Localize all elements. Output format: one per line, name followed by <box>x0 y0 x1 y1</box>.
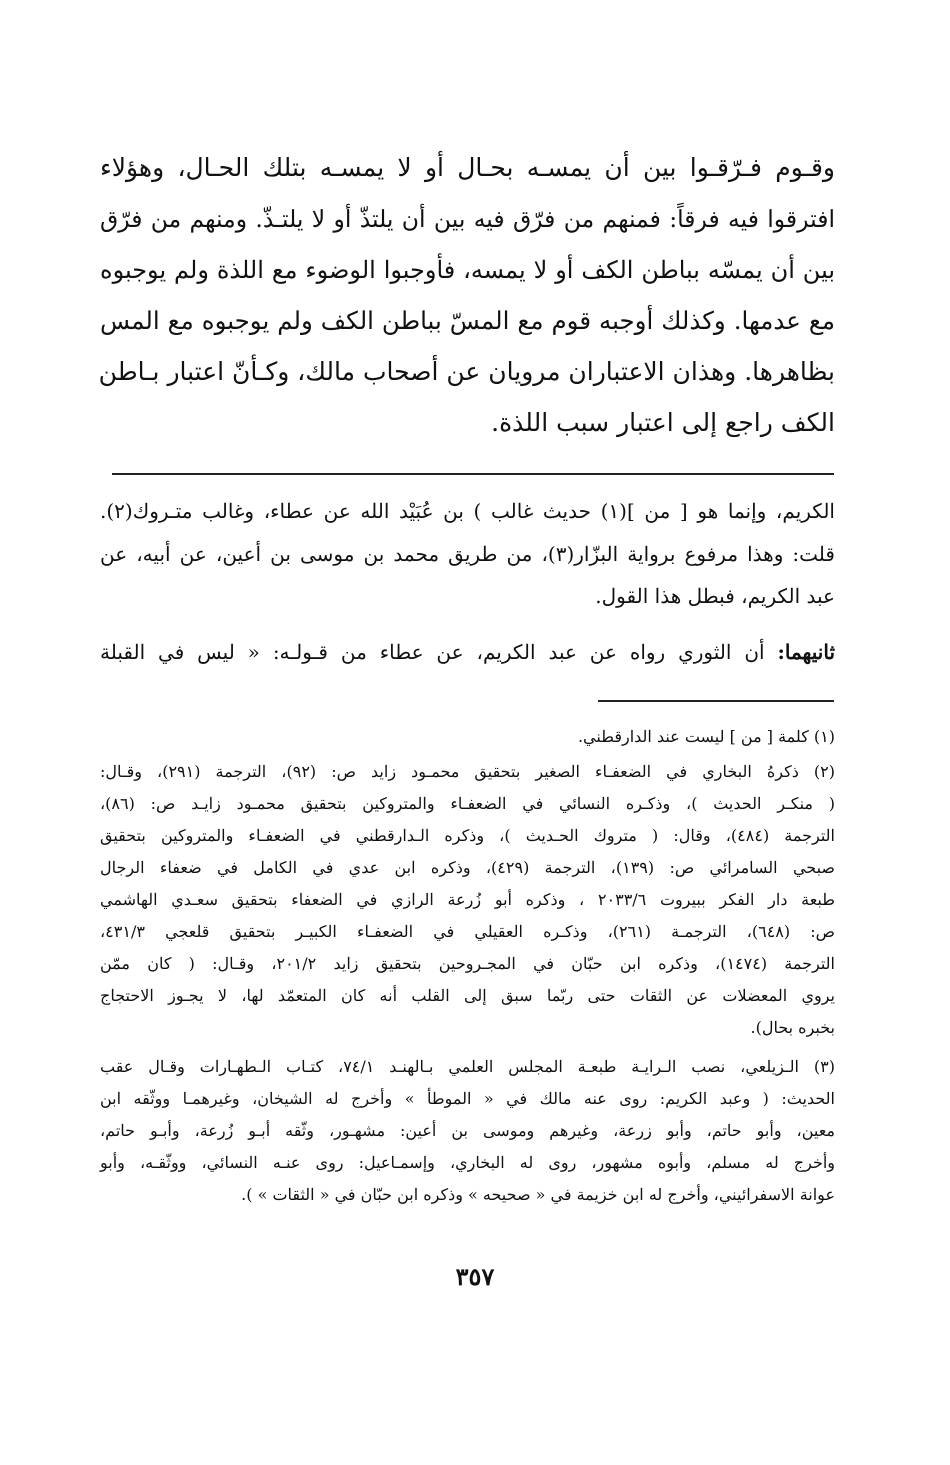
section-divider <box>112 473 834 475</box>
footnote-2-line: صبحي السامرائي ص: (١٣٩)، الترجمة (٤٢٩)، وذكره ابن عدي في الكامل في ضعفاء الرجال <box>100 858 836 877</box>
footnote-2-line: الترجمة (١٤٧٤)، وذكره ابن حبّان في المجـروحين بتحقيق زايد ٢٠١/٢، وقـال: ( كان ممّن <box>100 954 835 973</box>
main-line: مع عدمها. وكذلك أوجبه قوم مع المسّ بباطن الكف ولم يوجبوه مع المس <box>100 306 835 335</box>
footnote-2-line: الترجمة (٤٨٤)، وقال: ( متروك الحـديث )، وذكره الـدارقطني في الضعفـاء والمتروكين بتحقيق <box>100 826 835 845</box>
upper-line: عبد الكريم، فبطل هذا القول. <box>595 584 835 608</box>
footnote-3-line: عوانة الاسفرائيني، وأخرج له ابن خزيمة في « صحيحه » وذكره ابن حبّان في « الثقات » ). <box>241 1185 835 1204</box>
footnote-1: (١) كلمة [ من ] ليست عند الدارقطني. <box>577 727 835 746</box>
footnote-2-line: بخبره بحال). <box>750 1018 835 1037</box>
main-line: افترقوا فيه فرقاً: فمنهم من فرّق فيه بين أن يلتذّ أو لا يلتـذّ. ومنهم من فرّق <box>100 205 835 233</box>
footnote-3-line: معين، وأبو حاتم، وأبو زرعة، وغيرهم وموسى بن أعين: مشهـور، وثّقه أبـو زُرعة، وأبـو حاتم، <box>100 1121 835 1140</box>
upper-line: الكريم، وإنما هو [ من ](١) حديث غالب ) بن عُبَيْد الله عن عطاء، وغالب متـروك(٢). <box>100 499 835 523</box>
main-line: بظاهرها. وهذان الاعتباران مرويان عن أصحاب مالك، وكـأنّ اعتبار بـاطن <box>98 357 835 386</box>
footnote-2-line: طبعة دار الفكر ببيروت ٢٠٣٣/٦ ، وذكره أبو زُرعة الرازي في الضعفاء بتحقيق سعـدي الهاشمي <box>100 890 835 909</box>
footnote-divider <box>598 700 834 702</box>
footnote-2-line: ( منكـر الحديث )، وذكـره النسائي في الضعفـاء والمتروكين بتحقيق محمـود زايـد ص: (٨٦)، <box>100 794 835 813</box>
second-point-label: ثانيهما: <box>777 640 836 664</box>
footnote-2-line: ص: (٦٤٨)، الترجمـة (٢٦١)، وذكـره العقيلي في الضعفـاء الكبيـر بتحقيق قلعجي ٤٣١/٣، <box>100 922 836 941</box>
footnote-3-line: وأخرج له مسلم، وأبوه مشهور، روى له البخاري، وإسمـاعيل: روى عنـه النسائي، ووثّقـه، وأبو <box>100 1153 836 1172</box>
footnote-2-line: (٢) ذكرهُ البخاري في الضعفـاء الصغير بتحقيق محمـود زايد ص: (٩٢)، الترجمة (٢٩١)، وقـال: <box>100 762 836 781</box>
footnote-2-line: يروي المعضلات عن الثقات حتى ربّما سبق إلى القلب أنه كان المتعمّد لها، لا يجـوز الاحتجاج <box>100 986 835 1005</box>
main-line: بين أن يمسّه بباطن الكف أو لا يمسه، فأوجبوا الوضوء مع اللذة ولم يوجبوه <box>100 256 836 284</box>
upper-line: قلت: وهذا مرفوع برواية البزّار(٣)، من طريق محمد بن موسى بن أعين، عن أبيه، عن <box>100 542 835 566</box>
main-line: الكف راجع إلى اعتبار سبب اللذة. <box>491 408 835 437</box>
second-point-text: أن الثوري رواه عن عبد الكريم، عن عطاء من قـولـه: « ليس في القبلة <box>100 640 765 664</box>
footnote-3-line: (٣) الـزيلعي، نصب الـرايـة طبعـة المجلس العلمي بـالهنـد ٧٤/١، كتـاب الـطهـارات وقـال عقب <box>100 1057 835 1076</box>
second-point-line <box>100 636 835 668</box>
page-number: ٣٥٧ <box>455 1262 495 1291</box>
main-line: وقـوم فـرّقـوا بين أن يمسـه بحـال أو لا يمسـه بتلك الحـال، وهؤلاء <box>100 153 835 182</box>
footnote-3-line: الحديث: ( وعبد الكريم: روى عنه مالك في « الموطأ » وأخرج له الشيخان، وغيرهمـا ووثّقه ابن <box>100 1089 835 1108</box>
